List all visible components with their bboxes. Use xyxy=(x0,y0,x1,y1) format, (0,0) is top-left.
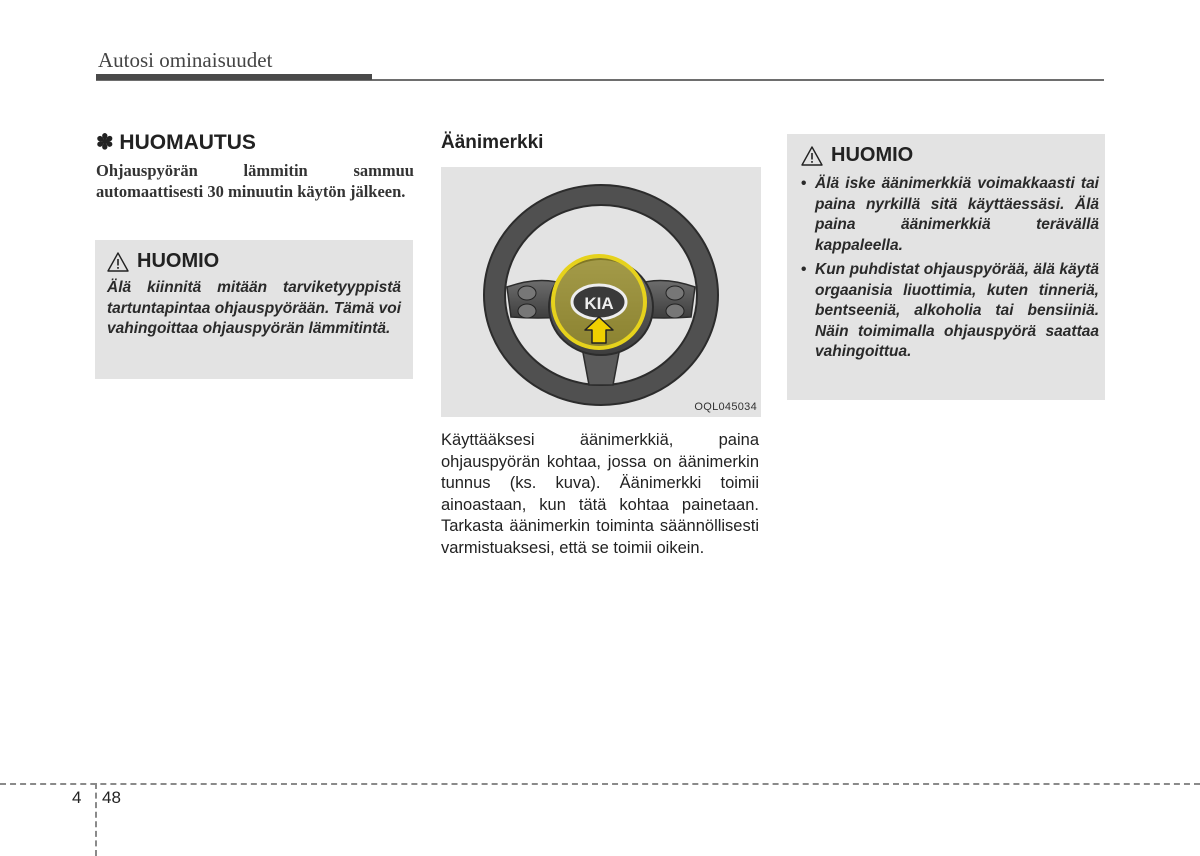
logo-text: KIA xyxy=(584,294,614,313)
footer-rule xyxy=(0,783,1200,785)
header-rule-accent xyxy=(96,74,372,80)
steering-wheel-illustration xyxy=(441,167,761,417)
chapter-number: 4 xyxy=(72,788,82,807)
note-title: ✽ HUOMAUTUS xyxy=(96,131,256,154)
horn-body-text: Käyttääksesi äänimerkkiä, paina ohjauspyörän kohtaa, jossa on äänimerkin tunnus (ks. kuva). Äänimerkki toimii ainoastaan, kun tätä kohtaa painetaan. Tarkasta äänimerkin toiminta säännöllisesti varmistuaksesi, että se toimii oikein. xyxy=(441,431,759,557)
caution-text: Älä kiinnitä mitään tarviketyyppistä tartuntapintaa ohjauspyörään. Tämä voi vahingoittaa ohjauspyörän lämmitintä. xyxy=(107,279,401,337)
caution-title: HUOMIO xyxy=(137,250,220,272)
caution-box-left xyxy=(95,240,413,379)
page-number: 48 xyxy=(102,788,121,807)
caution-title: HUOMIO xyxy=(831,144,914,166)
section-title: Äänimerkki xyxy=(441,132,544,153)
warning-triangle-icon xyxy=(801,146,823,166)
caution-heading xyxy=(801,144,913,167)
caution-heading xyxy=(107,250,219,273)
footer-divider xyxy=(95,783,97,856)
note-body: Ohjauspyörän lämmitin sammuu automaattisesti 30 minuutin käytön jälkeen. xyxy=(96,161,414,201)
list-item: • Kun puhdistat ohjauspyörää, älä käytä orgaanisia liuottimia, kuten tinneriä, bentseeniä, alkoholia tai bensiiniä. Näin toimimalla ohjauspyörä saattaa vahingoittua. xyxy=(799,260,1099,363)
warning-triangle-icon xyxy=(107,252,129,272)
steering-wheel-figure xyxy=(441,167,761,417)
figure-code: OQL045034 xyxy=(694,401,757,413)
caution-list xyxy=(799,174,1099,367)
running-header: Autosi ominaisuudet xyxy=(98,48,273,72)
list-item: • Älä iske äänimerkkiä voimakkaasti tai paina nyrkillä sitä käyttäessäsi. Älä paina äänimerkkiä terävällä kappaleella. xyxy=(799,174,1099,256)
caution-box-right xyxy=(787,134,1105,400)
